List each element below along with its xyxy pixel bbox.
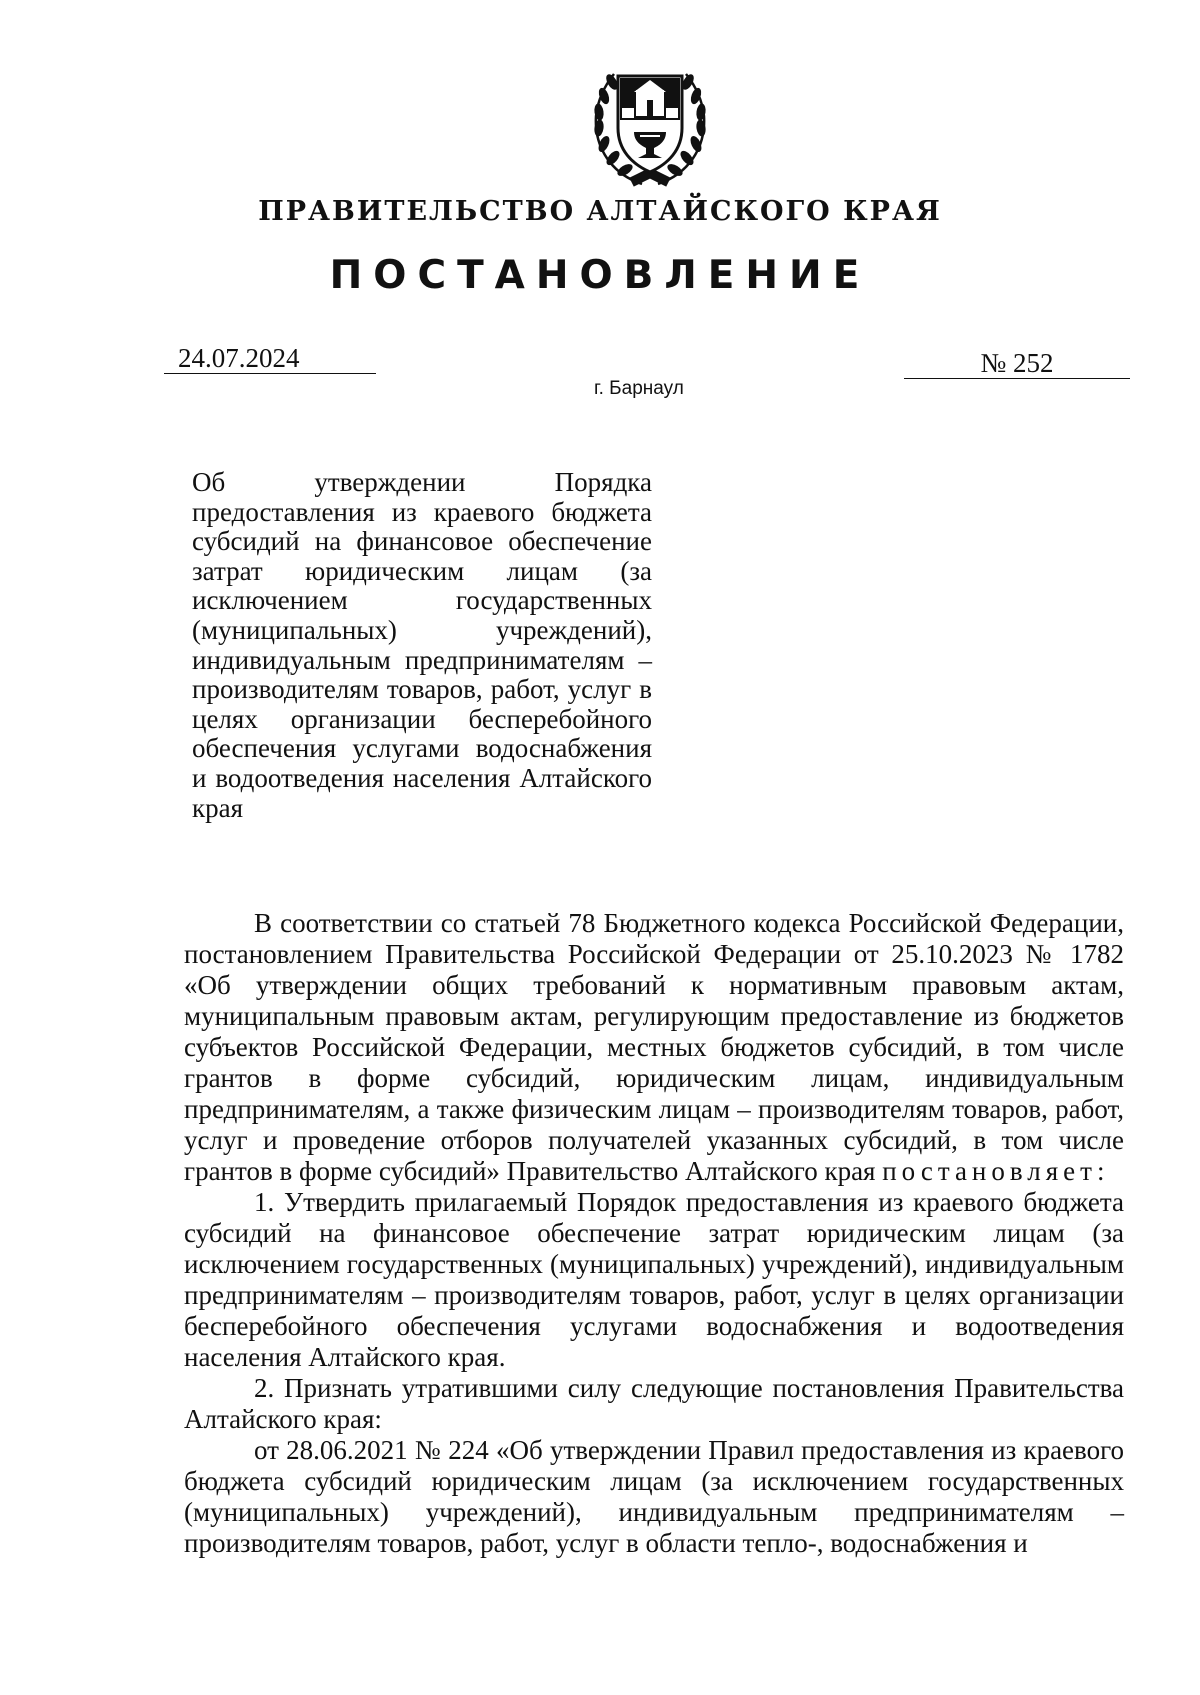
clause-2-subitem-1: от 28.06.2021 № 224 «Об утверждении Правил предоставления из краевого бюджета субсидий юридическим лицам (за исключением государственных (муниципальных) учреждений), индивидуальным предпринимателям – производителям товаров, работ, услуг в области тепло-, водоснабжения и (184, 1435, 1124, 1558)
document-number: № 252 (904, 348, 1130, 379)
resolves-colon: : (1096, 1156, 1105, 1186)
document-body (184, 908, 1124, 1559)
document-type-title: ПОСТАНОВЛЕНИЕ (329, 253, 871, 298)
document-date: 24.07.2024 (164, 343, 376, 374)
clause-1: 1. Утвердить прилагаемый Порядок предоставления из краевого бюджета субсидий на финансовое обеспечение затрат юридическим лицам (за исключением государственных (муниципальных) учреждений), индивидуальным предпринимателям – производителям товаров, работ, услуг в целях организации бесперебойного обеспечения услугами водоснабжения и водоотведения населения Алтайского края. (184, 1187, 1124, 1372)
preamble-text: В соответствии со статьей 78 Бюджетного кодекса Российской Федерации, постановлением Правительства Российской Федерации от 25.10.2023 № 1782 «Об утверждении общих требований к нормативным правовым актам, муниципальным правовым актам, регулирующим предоставление из бюджетов субъектов Российской Федерации, местных бюджетов субсидий, в том числе грантов в форме субсидий, юридическим лицам, индивидуальным предпринимателям, а также физическим лицам – производителям товаров, работ, услуг и проведение отборов получателей указанных субсидий, в том числе грантов в форме субсидий» Правительство Алтайского края (184, 908, 1124, 1186)
resolves-word: постановляет (882, 1156, 1097, 1186)
coat-of-arms-emblem (584, 62, 716, 190)
clause-2: 2. Признать утратившими силу следующие постановления Правительства Алтайского края: (184, 1373, 1124, 1434)
document-city: г. Барнаул (594, 378, 684, 399)
preamble-paragraph (184, 908, 1124, 1187)
document-subject: Об утверждении Порядка предоставления из краевого бюджета субсидий на финансовое обеспечение затрат юридическим лицам (за исключением государственных (муниципальных) учреждений), индивидуальным предпринимателям – производителям товаров, работ, услуг в целях организации бесперебойного обеспечения услугами водоснабжения и водоотведения населения Алтайского края (192, 467, 652, 823)
organization-name: ПРАВИТЕЛЬСТВО АЛТАЙСКОГО КРАЯ (258, 196, 942, 227)
